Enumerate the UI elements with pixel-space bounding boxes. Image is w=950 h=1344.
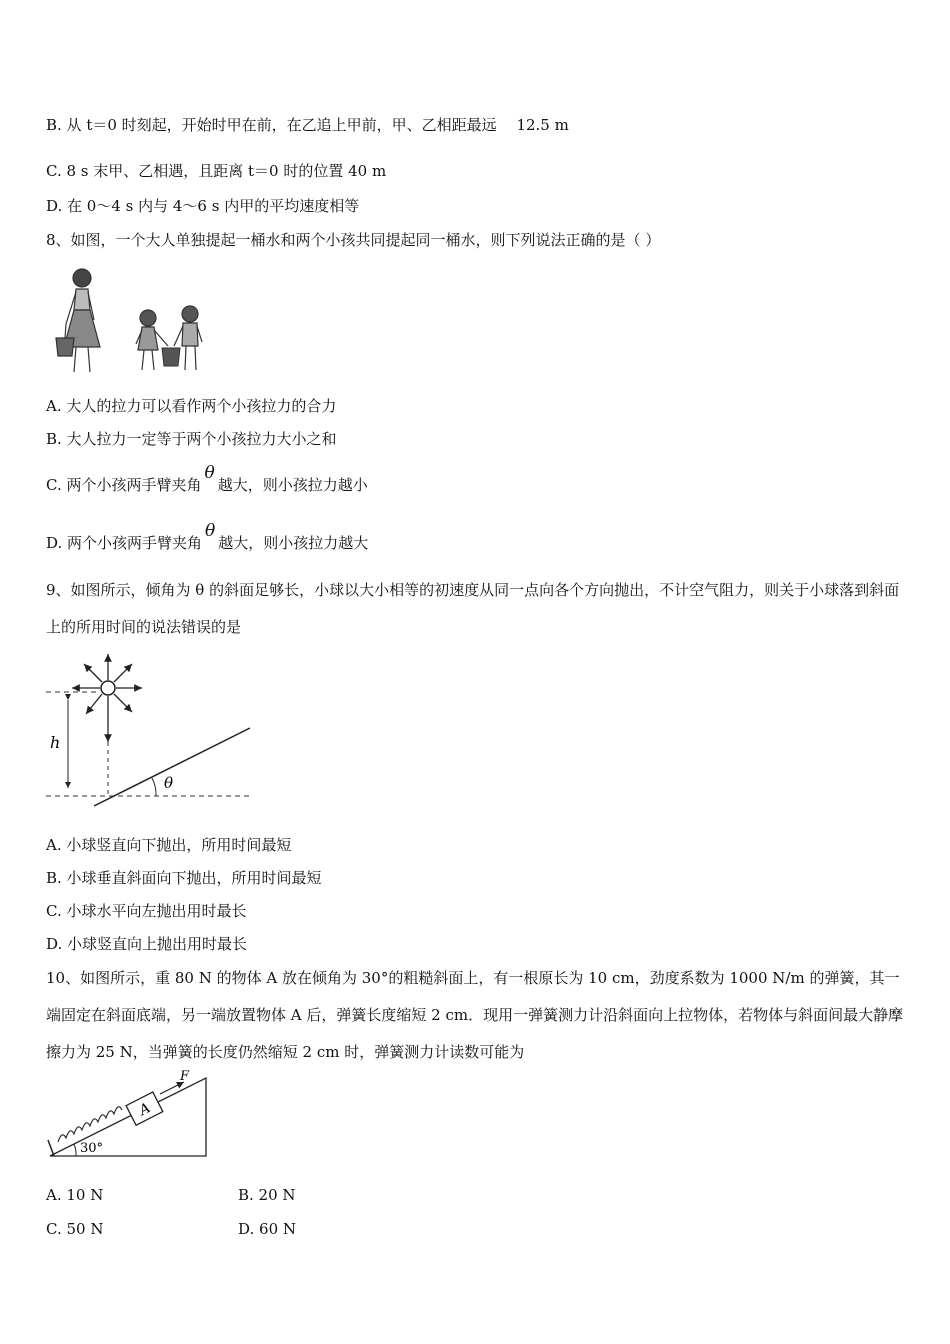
q9-option-d: D. 小球竖直向上抛出用时最长 xyxy=(46,935,248,953)
q8-option-b: B. 大人拉力一定等于两个小孩拉力大小之和 xyxy=(46,430,337,448)
q8-option-d xyxy=(46,521,369,553)
q9-option-a: A. 小球竖直向下抛出，所用时间最短 xyxy=(46,836,292,854)
projectile-incline-figure xyxy=(40,648,256,810)
q8-option-a: A. 大人的拉力可以看作两个小孩拉力的合力 xyxy=(46,397,337,415)
adult-children-bucket-figure xyxy=(46,262,212,382)
spring-block-incline-figure xyxy=(44,1070,212,1162)
q8-option-c xyxy=(46,463,368,495)
q8-stem: 8、如图，一个大人单独提起一桶水和两个小孩共同提起同一桶水，则下列说法正确的是（ ） xyxy=(46,231,661,249)
figure-label-theta: θ xyxy=(164,774,174,792)
q9-option-b: B. 小球垂直斜面向下抛出，所用时间最短 xyxy=(46,869,322,887)
q9-option-c: C. 小球水平向左抛出用时最长 xyxy=(46,902,247,920)
q9-stem: 9、如图所示，倾角为 θ 的斜面足够长，小球以大小相等的初速度从同一点向各个方向抛出，不计空气阻力，则关于小球落到斜面上的所用时间的说法错误的是 xyxy=(46,581,900,636)
q10-option-b: B. 20 N xyxy=(238,1186,296,1204)
q7-option-d: D. 在 0～4 s 内与 4～6 s 内甲的平均速度相等 xyxy=(46,197,360,215)
q10-stem: 10、如图所示，重 80 N 的物体 A 放在倾角为 30°的粗糙斜面上，有一根原长为 10 cm，劲度系数为 1000 N/m 的弹簧，其一端固定在斜面底端，另一端放置物体 A 后，弹簧长度缩短 2 cm．现用一弹簧测力计沿斜面向上拉物体，若物体与斜面间最大静摩擦力为 25 N，当弹簧的长度仍然缩短 2 cm 时，弹簧测力计读数可能为 xyxy=(46,969,904,1061)
q10-option-d: D. 60 N xyxy=(238,1220,297,1238)
force-label-f: F xyxy=(180,1070,190,1084)
q8-option-d-suffix: 越大，则小孩拉力越大 xyxy=(218,534,369,552)
q10-option-a: A. 10 N xyxy=(46,1186,104,1204)
q8-option-d-prefix: D. 两个小孩两手臂夹角 xyxy=(46,534,203,552)
angle-label-30: 30° xyxy=(80,1141,104,1156)
q8-option-c-prefix: C. 两个小孩两手臂夹角 xyxy=(46,476,202,494)
q10-option-c: C. 50 N xyxy=(46,1220,104,1238)
q7-option-c: C. 8 s 末甲、乙相遇，且距离 t＝0 时的位置 40 m xyxy=(46,162,387,180)
figure-label-h: h xyxy=(50,733,61,752)
block-label-a: A xyxy=(136,1100,154,1119)
theta-symbol: θ xyxy=(205,521,216,541)
q7-option-b: B. 从 t＝0 时刻起，开始时甲在前，在乙追上甲前，甲、乙相距最远 12.5 m xyxy=(46,116,569,134)
q8-option-c-suffix: 越大，则小孩拉力越小 xyxy=(217,476,368,494)
theta-symbol: θ xyxy=(204,463,215,483)
